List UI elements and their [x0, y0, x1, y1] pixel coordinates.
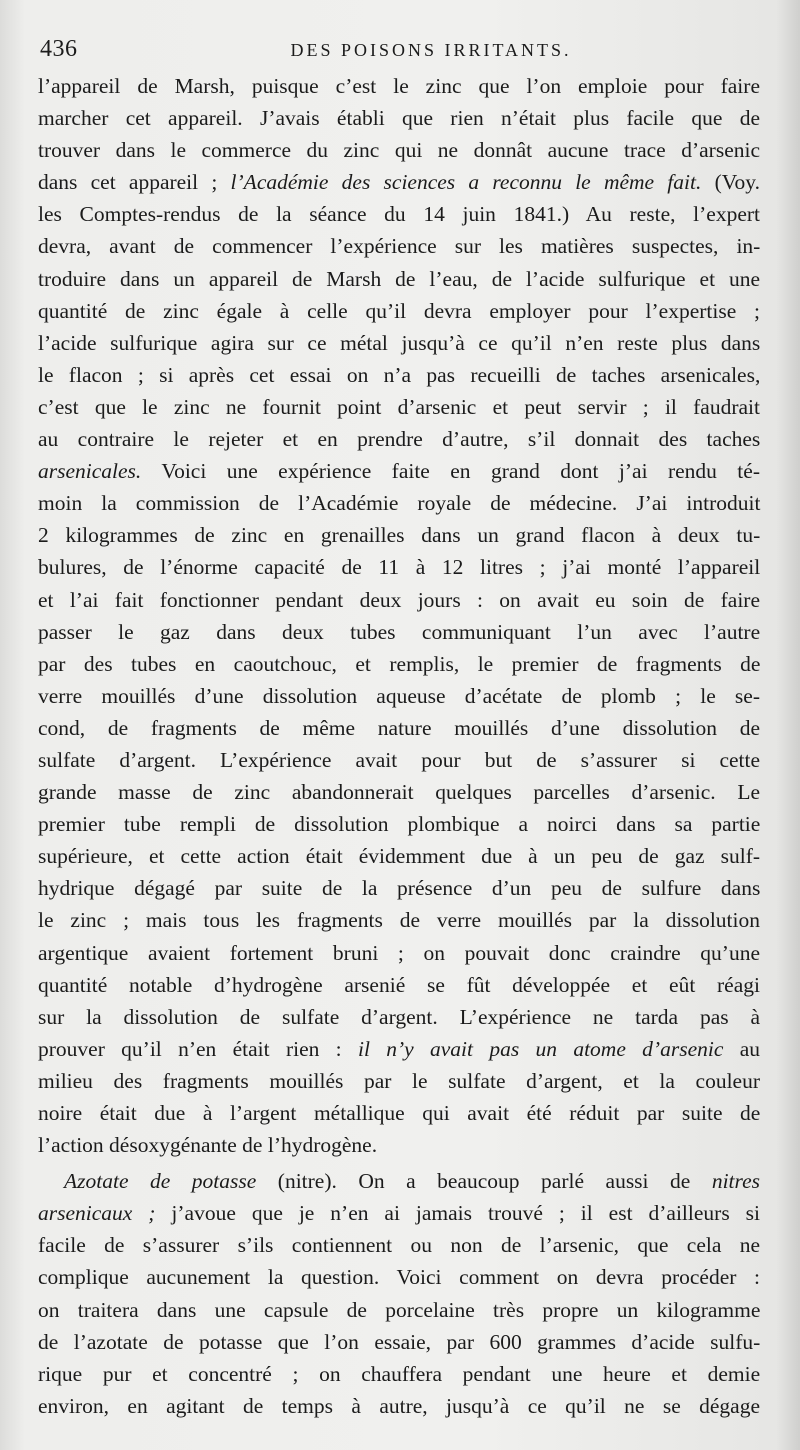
text-line: 2 kilogrammes de zinc en grenailles dans un grand flacon à deux tu-	[38, 523, 761, 548]
text-line	[38, 1197, 760, 1229]
italic-phrase: l’Académie des sciences a reconnu le même fait.	[230, 170, 702, 195]
text-line: moin la commission de l’Académie royale de médecine. J’ai introduit	[38, 491, 761, 516]
text-line: marcher cet appareil. J’avais établi que rien n’était plus facile que de	[38, 106, 760, 131]
text-line	[38, 1033, 760, 1065]
text-line: milieu des fragments mouillés par le sulfate d’argent, et la couleur	[38, 1068, 760, 1093]
page-number: 436	[40, 36, 78, 62]
text-segment: Voici une expérience faite en grand dont j’ai rendu té-	[161, 459, 760, 484]
text-line: au contraire le rejeter et en prendre d’autre, s’il donnait des taches	[38, 427, 761, 452]
text-segment: au	[739, 1036, 761, 1061]
text-line: supérieure, et cette action était évidemment due à un peu de gaz sulf-	[38, 844, 761, 869]
italic-phrase: nitres	[711, 1169, 760, 1194]
text-line: les Comptes-rendus de la séance du 14 juin 1841.) Au reste, l’expert	[38, 202, 760, 227]
text-line: quantité notable d’hydrogène arsenié se fût développée et eût réagi	[38, 972, 760, 997]
text-line: passer le gaz dans deux tubes communiquant l’un avec l’autre	[38, 619, 761, 644]
text-line	[38, 166, 760, 198]
italic-phrase: arsenicaux ;	[38, 1201, 156, 1226]
text-line: hydrique dégagé par suite de la présence d’un peu de sulfure dans	[38, 876, 761, 901]
page-header	[40, 36, 762, 66]
text-line: trouver dans le commerce du zinc qui ne donnât aucune trace d’arsenic	[38, 138, 760, 163]
running-head: DES POISONS IRRITANTS.	[290, 40, 572, 60]
text-segment: dans cet appareil ;	[38, 170, 218, 195]
text-segment: (Voy.	[714, 170, 760, 195]
text-segment: prouver qu’il n’en était rien :	[38, 1036, 342, 1061]
text-line: cond, de fragments de même nature mouillés d’une dissolution de	[38, 715, 760, 740]
text-line: noire était due à l’argent métallique qui avait été réduit par suite de	[38, 1101, 761, 1125]
text-line: verre mouillés d’une dissolution aqueuse d’acétate de plomb ; le se-	[38, 683, 760, 708]
text-line: et l’ai fait fonctionner pendant deux jours : on avait eu soin de faire	[38, 587, 760, 612]
text-segment: (nitre). On a beaucoup parlé aussi de	[256, 1169, 712, 1194]
text-line: devra, avant de commencer l’expérience sur les matières suspectes, in-	[38, 234, 761, 259]
text-line	[38, 455, 760, 487]
text-line: par des tubes en caoutchouc, et remplis, le premier de fragments de	[38, 651, 761, 676]
section-heading: Azotate de potasse	[64, 1169, 257, 1194]
text-line: premier tube rempli de dissolution plombique a noirci dans sa partie	[38, 812, 761, 837]
text-line: l’appareil de Marsh, puisque c’est le zinc que l’on emploie pour faire	[38, 74, 760, 98]
text-line: l’action désoxygénante de l’hydrogène.	[38, 1133, 378, 1158]
text-line: bulures, de l’énorme capacité de 11 à 12 litres ; j’ai monté l’appareil	[38, 555, 761, 580]
text-line: facile de s’assurer s’ils contiennent ou non de l’arsenic, que cela ne	[38, 1233, 761, 1258]
text-line: on traitera dans une capsule de porcelaine très propre un kilogramme	[38, 1297, 761, 1322]
italic-phrase: arsenicales.	[38, 459, 142, 484]
text-line: environ, en agitant de temps à autre, jusqu’à ce qu’il ne se dégage	[38, 1393, 760, 1418]
text-line: troduire dans un appareil de Marsh de l’eau, de l’acide sulfurique et une	[38, 266, 761, 291]
body-text	[38, 70, 760, 1422]
text-line: l’acide sulfurique agira sur ce métal jusqu’à ce qu’il n’en reste plus dans	[38, 330, 761, 355]
text-line: c’est que le zinc ne fournit point d’arsenic et peut servir ; il faudrait	[38, 394, 760, 419]
text-line: de l’azotate de potasse que l’on essaie, par 600 grammes d’acide sulfu-	[38, 1329, 761, 1354]
text-line: sulfate d’argent. L’expérience avait pour but de s’assurer si cette	[38, 747, 761, 772]
text-line: sur la dissolution de sulfate d’argent. L’expérience ne tarda pas à	[38, 1004, 761, 1029]
text-line	[38, 1165, 760, 1197]
text-segment: j’avoue que je n’en ai jamais trouvé ; il est d’ailleurs si	[171, 1201, 760, 1226]
text-line: le flacon ; si après cet essai on n’a pas recueilli de taches arsenicales,	[38, 362, 761, 387]
text-line: le zinc ; mais tous les fragments de verre mouillés par la dissolution	[38, 908, 760, 933]
text-line: grande masse de zinc abandonnerait quelques parcelles d’arsenic. Le	[38, 780, 760, 805]
text-line: quantité de zinc égale à celle qu’il devra employer pour l’expertise ;	[38, 298, 760, 323]
text-line: argentique avaient fortement bruni ; on pouvait donc craindre qu’une	[38, 940, 760, 965]
italic-phrase: il n’y avait pas un atome d’arsenic	[357, 1036, 724, 1061]
text-line: rique pur et concentré ; on chauffera pendant une heure et demie	[38, 1361, 761, 1386]
text-line: complique aucunement la question. Voici comment on devra procéder :	[38, 1265, 760, 1290]
